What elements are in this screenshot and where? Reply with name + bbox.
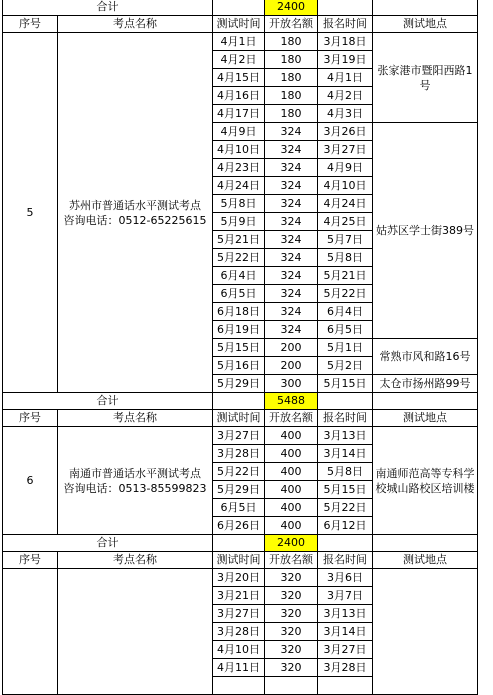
signup-date: 3月13日 bbox=[318, 605, 373, 623]
row-number: 6 bbox=[3, 427, 58, 535]
total-row bbox=[3, 0, 478, 16]
signup-date: 3月18日 bbox=[318, 33, 373, 51]
header-quota: 开放名额 bbox=[265, 16, 318, 33]
test-date: 4月15日 bbox=[213, 69, 265, 87]
header-date: 测试时间 bbox=[213, 16, 265, 33]
test-date: 4月16日 bbox=[213, 87, 265, 105]
test-date: 4月1日 bbox=[213, 33, 265, 51]
quota: 320 bbox=[265, 641, 318, 659]
test-date: 6月5日 bbox=[213, 285, 265, 303]
total-blank bbox=[373, 535, 478, 552]
quota: 180 bbox=[265, 87, 318, 105]
test-date: 6月5日 bbox=[213, 499, 265, 517]
header-quota: 开放名额 bbox=[265, 552, 318, 569]
site-name-line: 苏州市普通话水平测试考点 bbox=[69, 198, 201, 212]
test-date: 5月29日 bbox=[213, 375, 265, 393]
header-quota: 开放名额 bbox=[265, 410, 318, 427]
signup-date: 3月27日 bbox=[318, 141, 373, 159]
total-blank bbox=[318, 393, 373, 410]
signup-date: 4月3日 bbox=[318, 105, 373, 123]
total-blank bbox=[373, 393, 478, 410]
test-date: 3月27日 bbox=[213, 605, 265, 623]
test-date: 5月15日 bbox=[213, 339, 265, 357]
quota: 324 bbox=[265, 231, 318, 249]
signup-date: 4月10日 bbox=[318, 177, 373, 195]
test-date: 5月22日 bbox=[213, 249, 265, 267]
signup-date: 5月8日 bbox=[318, 249, 373, 267]
test-date: 6月26日 bbox=[213, 517, 265, 535]
test-date: 5月9日 bbox=[213, 213, 265, 231]
signup-date: 5月22日 bbox=[318, 285, 373, 303]
header-no: 序号 bbox=[3, 16, 58, 33]
total-value: 5488 bbox=[265, 393, 318, 410]
test-date: 6月4日 bbox=[213, 267, 265, 285]
quota: 324 bbox=[265, 123, 318, 141]
quota: 200 bbox=[265, 357, 318, 375]
test-date: 3月28日 bbox=[213, 445, 265, 463]
test-date: 4月17日 bbox=[213, 105, 265, 123]
signup-date: 6月5日 bbox=[318, 321, 373, 339]
header-date: 测试时间 bbox=[213, 410, 265, 427]
test-date: 5月8日 bbox=[213, 195, 265, 213]
total-blank bbox=[318, 535, 373, 552]
header-place: 测试地点 bbox=[373, 16, 478, 33]
test-place bbox=[373, 569, 478, 695]
test-place: 张家港市暨阳西路1号 bbox=[373, 33, 478, 123]
test-date: 3月20日 bbox=[213, 569, 265, 587]
signup-date: 5月2日 bbox=[318, 357, 373, 375]
signup-date: 5月15日 bbox=[318, 375, 373, 393]
test-date: 4月11日 bbox=[213, 659, 265, 677]
signup-date: 3月28日 bbox=[318, 659, 373, 677]
quota: 180 bbox=[265, 69, 318, 87]
schedule-row bbox=[3, 427, 478, 445]
quota: 320 bbox=[265, 659, 318, 677]
exam-schedule-table bbox=[2, 0, 478, 695]
site-name bbox=[58, 427, 213, 535]
quota: 324 bbox=[265, 303, 318, 321]
signup-date: 6月12日 bbox=[318, 517, 373, 535]
quota: 180 bbox=[265, 33, 318, 51]
quota: 180 bbox=[265, 51, 318, 69]
test-date: 4月10日 bbox=[213, 141, 265, 159]
row-number: 5 bbox=[3, 33, 58, 393]
test-date: 4月24日 bbox=[213, 177, 265, 195]
test-date: 3月21日 bbox=[213, 587, 265, 605]
quota: 324 bbox=[265, 249, 318, 267]
test-date: 5月16日 bbox=[213, 357, 265, 375]
test-date: 6月18日 bbox=[213, 303, 265, 321]
header-name: 考点名称 bbox=[58, 552, 213, 569]
signup-date: 4月2日 bbox=[318, 87, 373, 105]
header-signup: 报名时间 bbox=[318, 552, 373, 569]
quota: 400 bbox=[265, 463, 318, 481]
test-date: 4月23日 bbox=[213, 159, 265, 177]
quota: 324 bbox=[265, 159, 318, 177]
test-date: 6月19日 bbox=[213, 321, 265, 339]
signup-date: 3月13日 bbox=[318, 427, 373, 445]
quota: 324 bbox=[265, 213, 318, 231]
header-row bbox=[3, 410, 478, 427]
schedule-row bbox=[3, 569, 478, 587]
signup-date: 5月1日 bbox=[318, 339, 373, 357]
signup-date: 5月7日 bbox=[318, 231, 373, 249]
header-row bbox=[3, 16, 478, 33]
quota: 400 bbox=[265, 445, 318, 463]
schedule-row bbox=[3, 33, 478, 51]
test-date: 5月21日 bbox=[213, 231, 265, 249]
test-date: 5月22日 bbox=[213, 463, 265, 481]
total-value: 2400 bbox=[265, 535, 318, 552]
total-value: 2400 bbox=[265, 0, 318, 16]
header-name: 考点名称 bbox=[58, 410, 213, 427]
test-place: 常熟市风和路16号 bbox=[373, 339, 478, 375]
signup-date: 4月1日 bbox=[318, 69, 373, 87]
test-date: 4月10日 bbox=[213, 641, 265, 659]
total-label: 合计 bbox=[3, 393, 213, 410]
header-no: 序号 bbox=[3, 552, 58, 569]
quota: 320 bbox=[265, 587, 318, 605]
site-phone: 咨询电话：0513-85599823 bbox=[63, 481, 207, 495]
quota: 400 bbox=[265, 427, 318, 445]
quota: 324 bbox=[265, 177, 318, 195]
signup-date: 3月14日 bbox=[318, 623, 373, 641]
total-row bbox=[3, 393, 478, 410]
quota: 400 bbox=[265, 517, 318, 535]
site-phone: 咨询电话：0512-65225615 bbox=[63, 213, 207, 227]
total-blank bbox=[318, 0, 373, 16]
quota: 324 bbox=[265, 267, 318, 285]
total-blank bbox=[213, 393, 265, 410]
test-date: 4月2日 bbox=[213, 51, 265, 69]
header-place: 测试地点 bbox=[373, 410, 478, 427]
test-date: 4月9日 bbox=[213, 123, 265, 141]
signup-date: 4月25日 bbox=[318, 213, 373, 231]
quota: 324 bbox=[265, 141, 318, 159]
signup-date: 4月9日 bbox=[318, 159, 373, 177]
site-name bbox=[58, 33, 213, 393]
header-signup: 报名时间 bbox=[318, 16, 373, 33]
quota: 400 bbox=[265, 499, 318, 517]
signup-date: 3月26日 bbox=[318, 123, 373, 141]
signup-date: 5月8日 bbox=[318, 463, 373, 481]
signup-date bbox=[318, 677, 373, 695]
total-row bbox=[3, 535, 478, 552]
quota: 200 bbox=[265, 339, 318, 357]
quota: 320 bbox=[265, 569, 318, 587]
total-label: 合计 bbox=[3, 535, 213, 552]
signup-date: 5月21日 bbox=[318, 267, 373, 285]
site-name bbox=[58, 569, 213, 695]
test-place: 姑苏区学士街389号 bbox=[373, 123, 478, 339]
test-date: 3月27日 bbox=[213, 427, 265, 445]
signup-date: 6月4日 bbox=[318, 303, 373, 321]
header-date: 测试时间 bbox=[213, 552, 265, 569]
signup-date: 3月7日 bbox=[318, 587, 373, 605]
header-no: 序号 bbox=[3, 410, 58, 427]
quota: 320 bbox=[265, 605, 318, 623]
quota bbox=[265, 677, 318, 695]
total-blank bbox=[213, 535, 265, 552]
header-name: 考点名称 bbox=[58, 16, 213, 33]
quota: 180 bbox=[265, 105, 318, 123]
site-name-line: 南通市普通话水平测试考点 bbox=[69, 466, 201, 480]
test-place: 南通师范高等专科学校城山路校区培训楼 bbox=[373, 427, 478, 535]
header-row bbox=[3, 552, 478, 569]
signup-date: 3月6日 bbox=[318, 569, 373, 587]
row-number bbox=[3, 569, 58, 695]
total-label: 合计 bbox=[3, 0, 213, 16]
quota: 300 bbox=[265, 375, 318, 393]
header-signup: 报名时间 bbox=[318, 410, 373, 427]
test-date: 5月29日 bbox=[213, 481, 265, 499]
quota: 400 bbox=[265, 481, 318, 499]
signup-date: 5月22日 bbox=[318, 499, 373, 517]
total-blank bbox=[373, 0, 478, 16]
test-place: 太仓市扬州路99号 bbox=[373, 375, 478, 393]
test-date: 3月28日 bbox=[213, 623, 265, 641]
signup-date: 3月27日 bbox=[318, 641, 373, 659]
quota: 320 bbox=[265, 623, 318, 641]
signup-date: 3月14日 bbox=[318, 445, 373, 463]
header-place: 测试地点 bbox=[373, 552, 478, 569]
quota: 324 bbox=[265, 321, 318, 339]
signup-date: 3月19日 bbox=[318, 51, 373, 69]
quota: 324 bbox=[265, 285, 318, 303]
test-date bbox=[213, 677, 265, 695]
quota: 324 bbox=[265, 195, 318, 213]
signup-date: 4月24日 bbox=[318, 195, 373, 213]
signup-date: 5月15日 bbox=[318, 481, 373, 499]
total-blank bbox=[213, 0, 265, 16]
